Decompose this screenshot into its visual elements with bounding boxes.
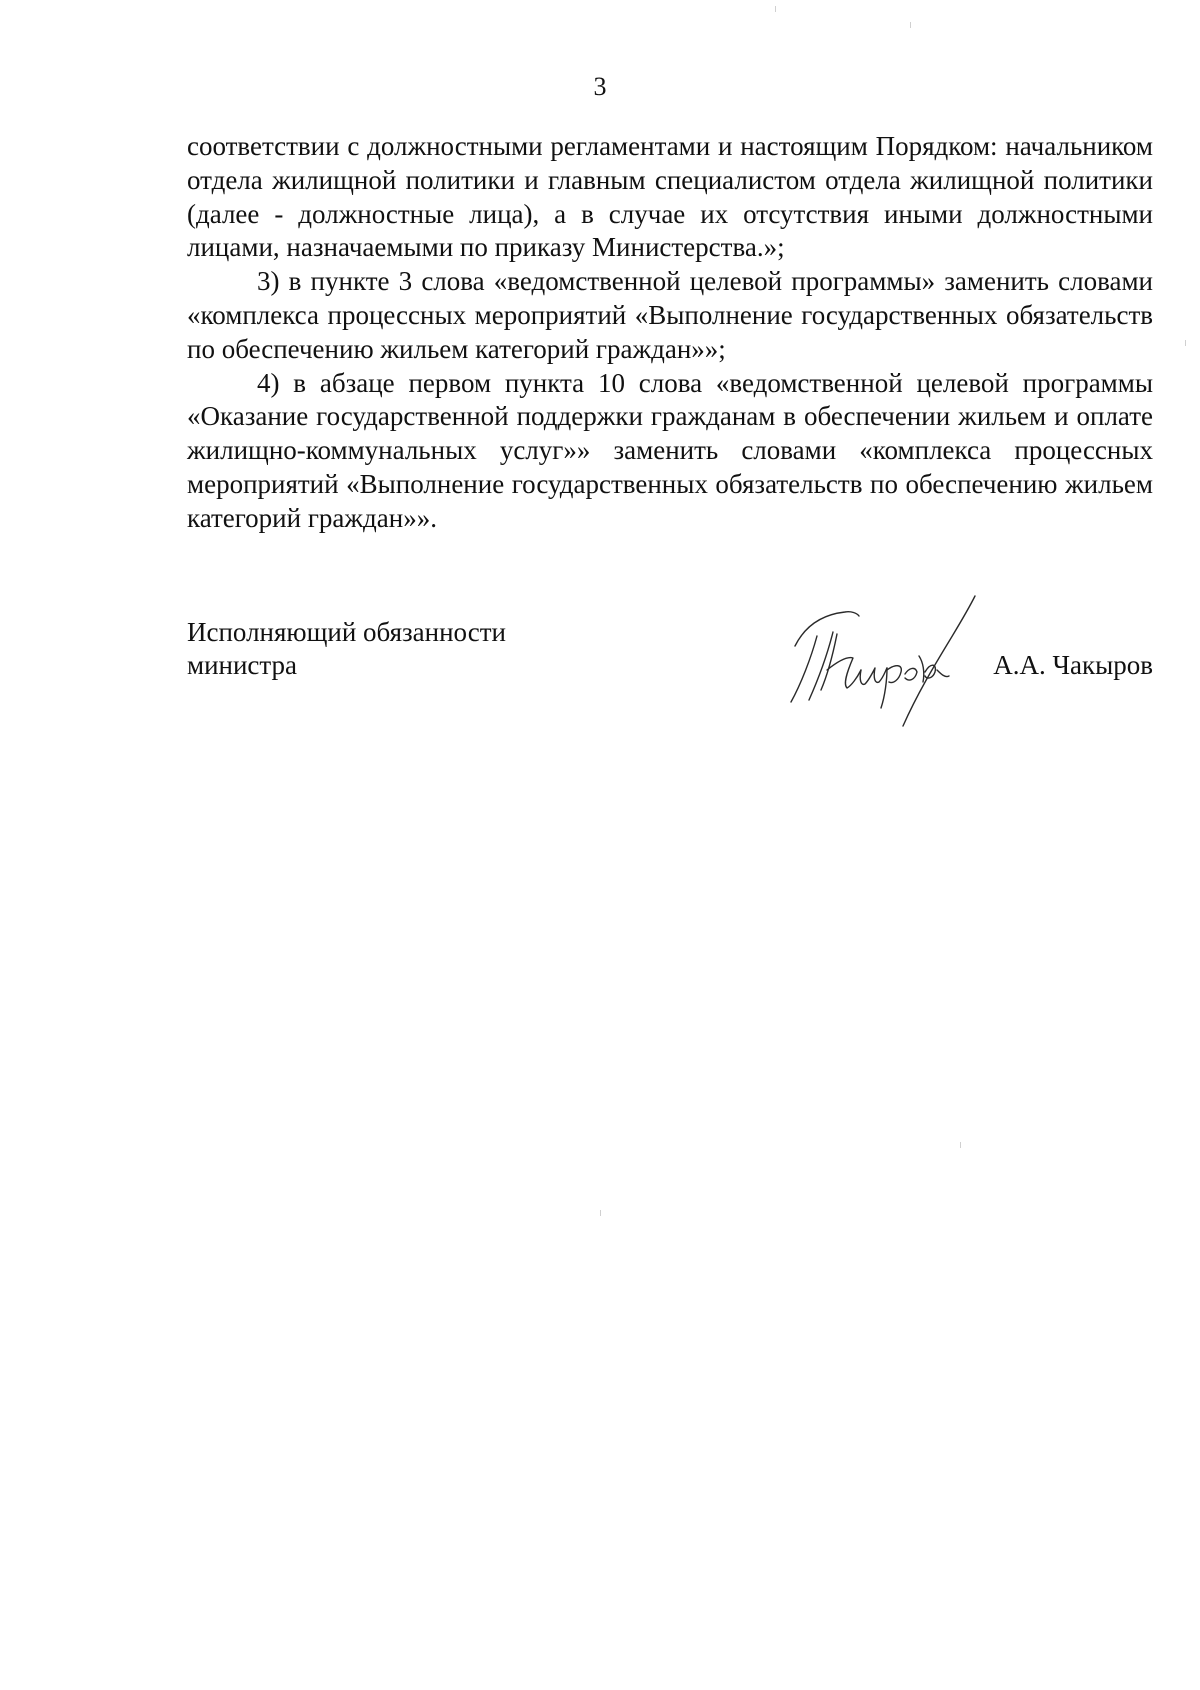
scan-speck bbox=[910, 22, 911, 28]
scan-speck bbox=[1185, 340, 1186, 346]
handwritten-signature bbox=[787, 592, 987, 728]
scan-speck bbox=[960, 1142, 961, 1148]
paragraph-item-3: 3) в пункте 3 слова «ведомственной целевой программы» заменить словами «комплекса процессных мероприятий «Выполнение государственных обязательств по обеспечению жильем категорий граждан»»; bbox=[187, 266, 1153, 364]
signer-title-line-1: Исполняющий обязанности bbox=[187, 617, 506, 647]
signer-title-line-2: министра bbox=[187, 650, 298, 680]
scan-speck bbox=[775, 6, 776, 12]
paragraph-continuation: соответствии с должностными регламентами и настоящим Порядком: начальником отдела жилищной политики и главным специалистом отдела жилищной политики (далее - должностные лица), а в случае их отсутствия иными должностными лицами, назначаемыми по приказу Министерства.»; bbox=[187, 131, 1153, 263]
signature-block bbox=[187, 616, 1153, 736]
signer-title bbox=[187, 616, 506, 682]
signer-name: А.А. Чакыров bbox=[993, 650, 1153, 680]
paragraph-item-4: 4) в абзаце первом пункта 10 слова «ведомственной целевой программы «Оказание государственной поддержки гражданам в обеспечении жильем и оплате жилищно-коммунальных услуг»» заменить словами «комплекса процессных мероприятий «Выполнение государственных обязательств по обеспечению жильем категорий граждан»». bbox=[187, 367, 1153, 533]
scan-speck bbox=[600, 1210, 601, 1216]
page-number: 3 bbox=[593, 72, 607, 101]
document-body bbox=[187, 130, 1153, 536]
